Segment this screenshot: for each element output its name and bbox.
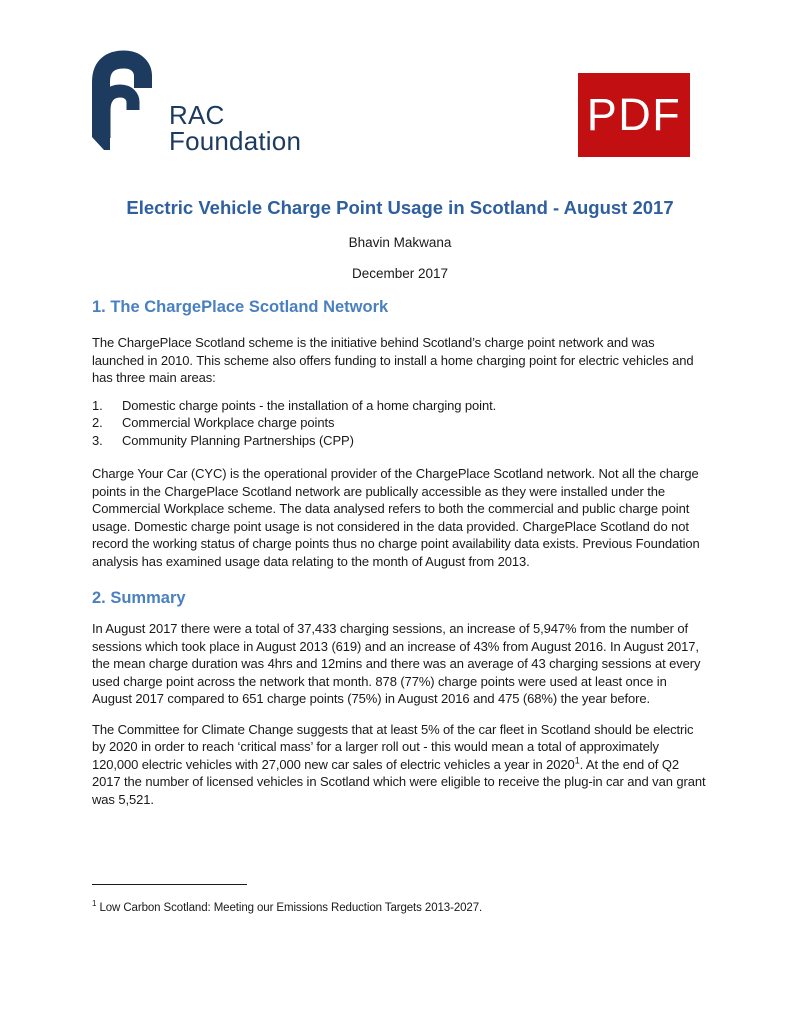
footnote-separator [92,884,247,885]
footnote-text: Low Carbon Scotland: Meeting our Emissions Reduction Targets 2013-2027. [96,902,483,914]
section-1-paragraph-2: Charge Your Car (CYC) is the operational provider of the ChargePlace Scotland network. Not all the charge points in the ChargePlace Scotland network are publically accessible as they were installed under the Commercial Workplace scheme. The data analysed refers to both the commercial and public charge point usage. Domestic charge point usage is not considered in the data provided. ChargePlace Scotland do not record the working status of charge points thus no charge point availability data exists. Previous Foundation analysis has examined usage data relating to the month of August from 2013. [92,466,700,569]
section-1-heading: 1. The ChargePlace Scotland Network [92,298,389,316]
page-title: Electric Vehicle Charge Point Usage in Scotland - August 2017 [126,197,674,218]
pdf-icon-label: PDF [586,89,682,140]
numbered-list [92,397,708,450]
publication-date: December 2017 [351,266,449,281]
list-item [92,432,708,450]
list-item [92,414,708,432]
paragraph-text: . At the end of Q2 2017 the number of licensed vehicles in Scotland which were eligible to receive the plug-in car and van grant was 5,521. [92,756,706,807]
list-item-text: Commercial Workplace charge points [122,415,335,430]
list-item [92,397,708,415]
logo-text-foundation: Foundation [169,126,302,156]
footnote-reference: 1 [574,755,580,766]
list-item-number: 1. [92,397,103,413]
list-item-number: 3. [92,432,103,448]
author: Bhavin Makwana [348,235,452,250]
section-1-paragraph-1: The ChargePlace Scotland scheme is the initiative behind Scotland’s charge point network and was launched in 2010. This scheme also offers funding to install a home charging point for electric vehicles and has three main areas: [92,335,694,385]
footnote-number: 1 [92,899,97,909]
paragraph-text: The Committee for Climate Change suggests that at least 5% of the car fleet in Scotland should be electric by 2020 in order to reach ‘critical mass’ for a larger roll out - this would mean a total of approximately 120,000 electric vehicles with 27,000 new car sales of electric vehicles a year in 2020 [92,721,694,772]
section-2-heading: 2. Summary [92,589,186,607]
list-item-number: 2. [92,415,103,430]
logo-text-rac: RAC [169,100,225,130]
footnote [92,901,692,916]
section-2-paragraph-1: In August 2017 there were a total of 37,433 charging sessions, an increase of 5,947% from the number of sessions which took place in August 2013 (619) and an increase of 43% from August 2016. In August 2017, the mean charge duration was 4hrs and 12mins and there was an average of 43 charging sessions at every used charge point across the network that month. 878 (77%) charge points were used at least once in August 2017 compared to 651 charge points (75%) in August 2016 and 475 (68%) the year before. [92,621,701,706]
section-2-paragraph-2 [92,721,708,809]
list-item-text: Domestic charge points - the installation of a home charging point. [122,397,497,413]
list-item-text: Community Planning Partnerships (CPP) [122,432,354,448]
